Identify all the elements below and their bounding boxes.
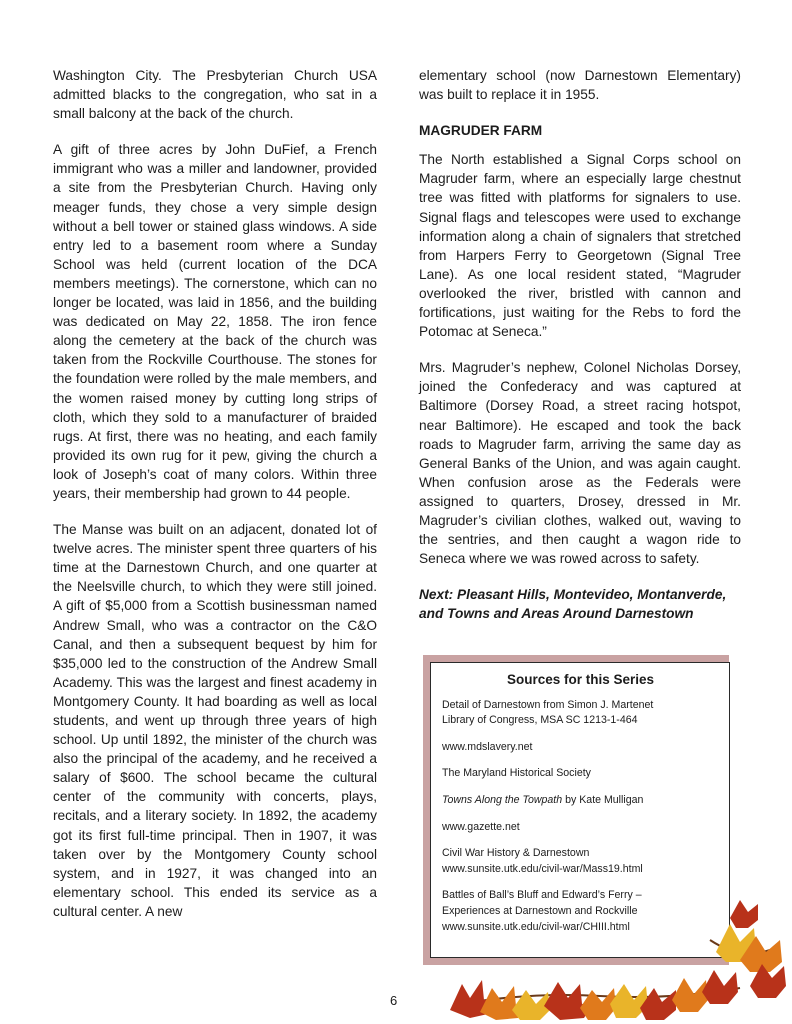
paragraph-manse: The Manse was built on an adjacent, donated lot of twelve acres. The minister spent three quarters of his time at the Darnestown Church, and one quarter at the Neelsville church, to which they were still joined. A gift of $5,000 from a Scottish businessman named Andrew Small, who was a contractor on the C&O Canal, and then a subsequent bequest by him for $35,000 led to the construction of the Andrew Small Academy. This was the largest and finest academy in Montgomery County. It had boarding as well as local students, and went up through three years of high school. Up until 1892, the minister of the church was also the principal of the academy, and he received a salary of $600. The school became the cultural center of the community with concerts, plays, recitals, and a literary society. In 1892, the academy got its first full-time principal. Then in 1907, it was taken over by the Montgomery County school system, and in 1927, it was changed into an elementary school. This ended its service as a cultural center. A new [53, 522, 377, 919]
source-item: Civil War History & Darnestown www.sunsite.utk.edu/civil-war/Mass19.html [442, 846, 719, 877]
source-item [442, 820, 719, 836]
source-item: Detail of Darnestown from Simon J. Martenet Library of Congress, MSA SC 1213-1-464 [442, 698, 654, 727]
source-book-title: Towns Along the Towpath [442, 793, 563, 806]
sources-title: Sources for this Series [506, 672, 655, 687]
source-link: www.sunsite.utk.edu/civil-war/Mass19.html [442, 862, 643, 875]
right-column [419, 66, 741, 623]
source-item: Battles of Ball’s Bluff and Edward’s Ferry – Experiences at Darnestown and Rockville www.sunsite.utk.edu/civil-war/CHIII.html [442, 888, 719, 935]
paragraph-elementary-school: elementary school (now Darnestown Elementary) was built to replace it in 1955. [419, 68, 741, 103]
source-item: The Maryland Historical Society [442, 767, 591, 780]
source-link: www.mdslavery.net [442, 740, 533, 753]
page-number: 6 [390, 993, 398, 1008]
next-issue-teaser: Next: Pleasant Hills, Montevideo, Montanverde, and Towns and Areas Around Darnestown [419, 587, 727, 622]
leaf-cluster-left [450, 980, 550, 1020]
leaf-cluster-right [672, 900, 786, 1012]
autumn-leaves-decoration [440, 900, 792, 1024]
source-item [442, 740, 719, 756]
paragraph-signal-corps: The North established a Signal Corps school on Magruder farm, where an especially large chestnut tree was fitted with platforms for signalers to use. Signal flags and telescopes were used to exchange information along a chain of signalers that stretched from Harpers Ferry to Georgetown (Signal Tree Lane). As one local resident stated, “Magruder overlooked the river, bristled with cannon and fortifications, just waiting for the Rebs to ford the Potomac at Seneca.” [419, 152, 741, 340]
paragraph-dorsey: Mrs. Magruder’s nephew, Colonel Nicholas Dorsey, joined the Confederacy and was captured at Baltimore (Dorsey Road, a street racing hotspot, near Baltimore). He escaped and took the back roads to Magruder farm, arriving the same day as General Banks of the Union, and was again caught. When confusion arose as the Federals were assigned to quarters, Drosey, dressed in Mr. Magruder’s civilian clothes, walked out, waving to the sentries, and then caught a wagon ride to Seneca where we was rowed across to safety. [419, 360, 741, 567]
left-column [53, 66, 377, 938]
source-link: www.gazette.net [442, 820, 520, 833]
section-heading-magruder-farm: MAGRUDER FARM [419, 123, 543, 139]
paragraph-washington: Washington City. The Presbyterian Church USA admitted blacks to the congregation, who sat in a small balcony at the back of the church. [53, 68, 377, 122]
source-item: Towns Along the Towpath by Kate Mulligan [442, 793, 644, 806]
leaf-cluster-middle [544, 982, 676, 1020]
source-link: www.sunsite.utk.edu/civil-war/CHIII.html [442, 920, 630, 933]
paragraph-dufief-gift: A gift of three acres by John DuFief, a French immigrant who was a miller and landowner, provided a site from the Presbyterian Church. Having only meager funds, they chose a very simple design without a bell tower or stained glass windows. A side entry led to a basement room where a Sunday School was held (current location of the DCA members meetings). The cornerstone, which can no longer be located, was laid in 1856, and the building was dedicated on May 22, 1858. The iron fence along the cemetery at the back of the church was taken from the Rockville Courthouse. The stones for the foundation were rolled by the male members, and the women raised money by cutting long strips of cloth, which they sold to a manufacturer of braided rugs. At first, there was no heating, and each family provided its own rug for it pew, giving the church a look of Joseph’s coat of many colors. Within three years, their membership had grown to 44 people. [53, 142, 377, 501]
